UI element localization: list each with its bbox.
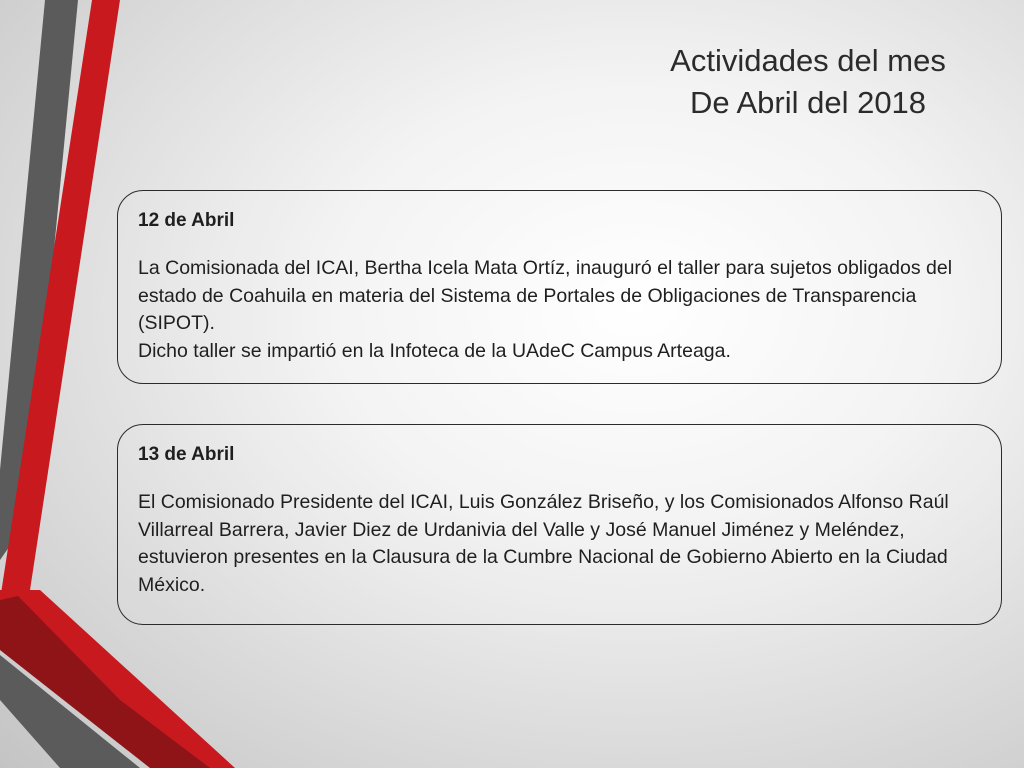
slide-title — [600, 40, 1016, 124]
activity-card — [117, 190, 1002, 384]
title-line-1: Actividades del mes — [670, 43, 946, 78]
activity-date: 13 de Abril — [138, 444, 235, 465]
title-line-2: De Abril del 2018 — [689, 85, 927, 120]
activity-description: El Comisionado Presidente del ICAI, Luis González Briseño, y los Comisionados Alfonso Raúl Villarreal Barrera, Javier Diez de Urdanivia del Valle y José Manuel Jiménez y Meléndez, estuvieron presentes en la Clausura de la Cumbre Nacional de Gobierno Abierto en la Ciudad México. — [138, 491, 949, 596]
activity-description: La Comisionada del ICAI, Bertha Icela Mata Ortíz, inauguró el taller para sujetos obligados del estado de Coahuila en materia del Sistema de Portales de Obligaciones de Transparencia (SIPOT). Dicho taller se impartió en la Infoteca de la UAdeC Campus Arteaga. — [138, 257, 953, 362]
activity-date: 12 de Abril — [138, 210, 235, 231]
activity-card — [117, 424, 1002, 625]
